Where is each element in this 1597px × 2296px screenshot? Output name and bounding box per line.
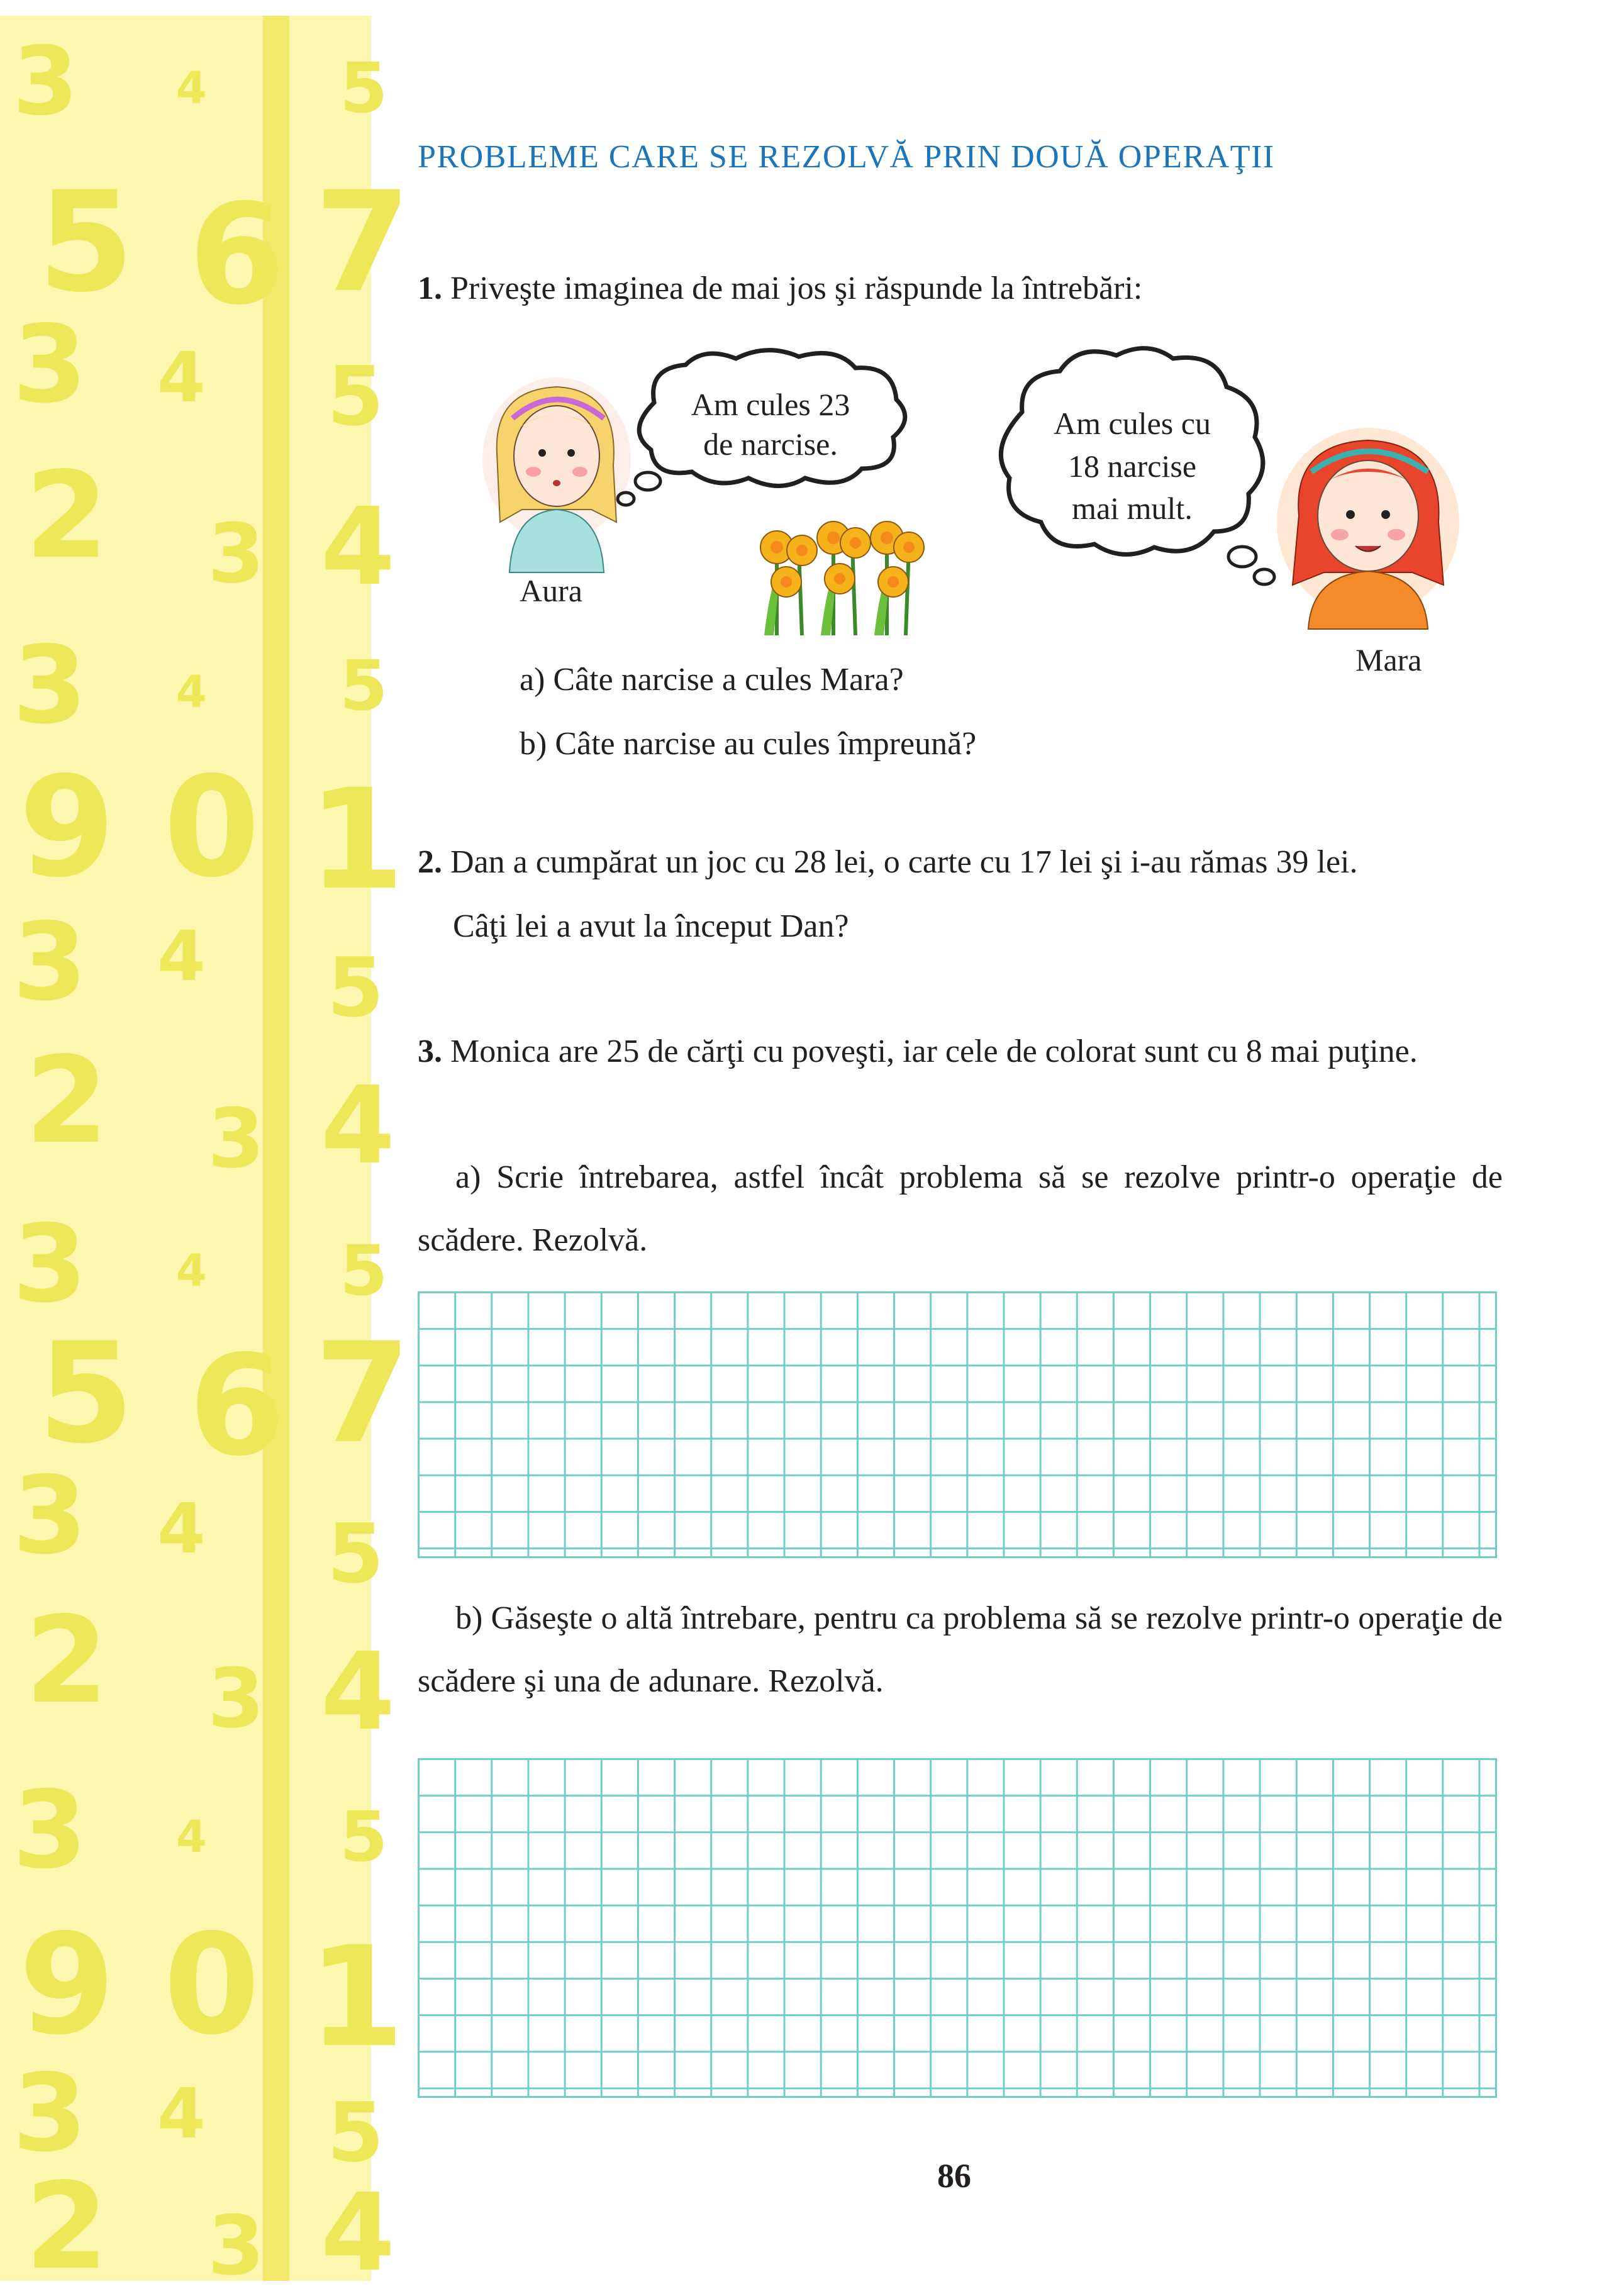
decorative-digit: 2 [25,446,109,585]
decorative-digit: 3 [13,27,79,137]
decorative-digit: 4 [157,916,206,996]
bubble-line: Am cules 23 [691,387,850,422]
decorative-digit: 3 [13,1768,87,1893]
decorative-digit: 3 [208,506,265,601]
problem-2-statement [418,843,1357,882]
mara-label: Mara [1355,642,1422,677]
page-heading: PROBLEME CARE SE REZOLVĂ PRIN DOUĂ OPERAŢII [418,139,1275,175]
decorative-digit: 9 [19,747,116,908]
decorative-digit: 7 [314,1313,411,1474]
problem-text: Priveşte imaginea de mai jos şi răspunde la întrebări: [450,270,1143,306]
problem-1-statement [418,269,1142,308]
decorative-digit: 5 [327,940,384,1035]
decorative-digit: 3 [208,1651,265,1746]
decorative-digit: 5 [327,2085,384,2180]
decorative-digit: 3 [13,2051,87,2176]
aura-bubble-text [660,385,881,464]
problem-2-question: Câţi lei a avut la început Dan? [453,908,849,944]
decorative-digit: 5 [340,48,388,128]
decorative-digit: 2 [25,1031,109,1170]
decorative-digit: 3 [208,2198,265,2293]
decorative-digit: 0 [164,1904,260,2065]
decorative-digit: 1 [308,759,405,920]
decorative-digit: 6 [189,1325,286,1486]
decorative-digit: 7 [314,162,411,323]
decorative-digit: 3 [13,623,87,748]
narcissus-flowers-illustration [752,513,925,635]
decorative-digit: 3 [208,1091,265,1186]
problem-number: 3. [418,1034,442,1069]
decorative-digit: 1 [308,1917,405,2078]
mara-girl-illustration [1274,428,1462,629]
decorative-digit: 0 [164,747,260,908]
aura-girl-illustration [484,377,629,572]
decorative-digit: 6 [189,174,286,335]
decorative-digit: 5 [38,162,135,323]
decorative-digit: 2 [25,1591,109,1730]
decorative-digit: 4 [176,62,207,114]
decorative-digit: 3 [13,1454,87,1578]
bubble-line: 18 narcise [1067,448,1197,484]
decorative-digit: 4 [157,1488,206,1569]
decorative-digit: 4 [176,666,207,718]
decorative-digit: 5 [340,1797,388,1877]
decorative-digit: 5 [327,1506,384,1602]
decorative-digit: 4 [176,1811,207,1863]
decorative-digit: 4 [157,337,206,418]
decorative-digit: 4 [321,1064,396,1188]
decorative-digit: 3 [13,303,87,427]
decorative-digit: 4 [321,2171,396,2295]
problem-3-part-b: b) Găseşte o altă întrebare, pentru ca problema să se rezolve printr-o operaţie de scădere şi una de adunare. Rezolvă. [418,1600,1503,1699]
problem-text: Dan a cumpărat un joc cu 28 lei, o carte cu 17 lei şi i-au rămas 39 lei. [450,844,1358,880]
side-stripe [263,16,289,2281]
problem-number: 2. [418,844,442,880]
decorative-digit: 4 [176,1245,207,1296]
problem-number: 1. [418,270,442,306]
question-b: b) Câte narcise au cules împreună? [520,726,977,762]
decorative-digit: 9 [19,1904,116,2065]
decorative-digit: 4 [157,2073,206,2154]
aura-label: Aura [520,573,582,608]
problem-3-statement [418,1020,1503,1083]
answer-grid-b[interactable] [418,1758,1497,2098]
bubble-line: Am cules cu [1054,406,1211,441]
decorative-side-band [0,16,411,2296]
decorative-digit: 5 [38,1313,135,1474]
decorative-digit: 5 [340,645,388,726]
problem-text: Monica are 25 de cărţi cu poveşti, iar cele de colorat sunt cu 8 mai puţine. [450,1034,1418,1069]
decorative-digit: 3 [13,900,87,1025]
mara-bubble-text [1019,403,1245,530]
decorative-digit: 5 [327,348,384,444]
question-a: a) Câte narcise a cules Mara? [520,662,904,698]
page-number: 86 [937,2157,971,2195]
problem-3-part-a: a) Scrie întrebarea, astfel încât problema să se rezolve printr-o operaţie de scădere. Rezolvă. [418,1159,1503,1258]
decorative-digit: 3 [13,1202,87,1327]
bubble-line: mai mult. [1072,491,1193,526]
answer-grid-a[interactable] [418,1291,1497,1558]
decorative-digit: 4 [321,1630,396,1754]
decorative-digit: 2 [25,2157,109,2296]
bubble-line: de narcise. [703,426,838,462]
decorative-digit: 4 [321,485,396,610]
decorative-digit: 5 [340,1230,388,1311]
